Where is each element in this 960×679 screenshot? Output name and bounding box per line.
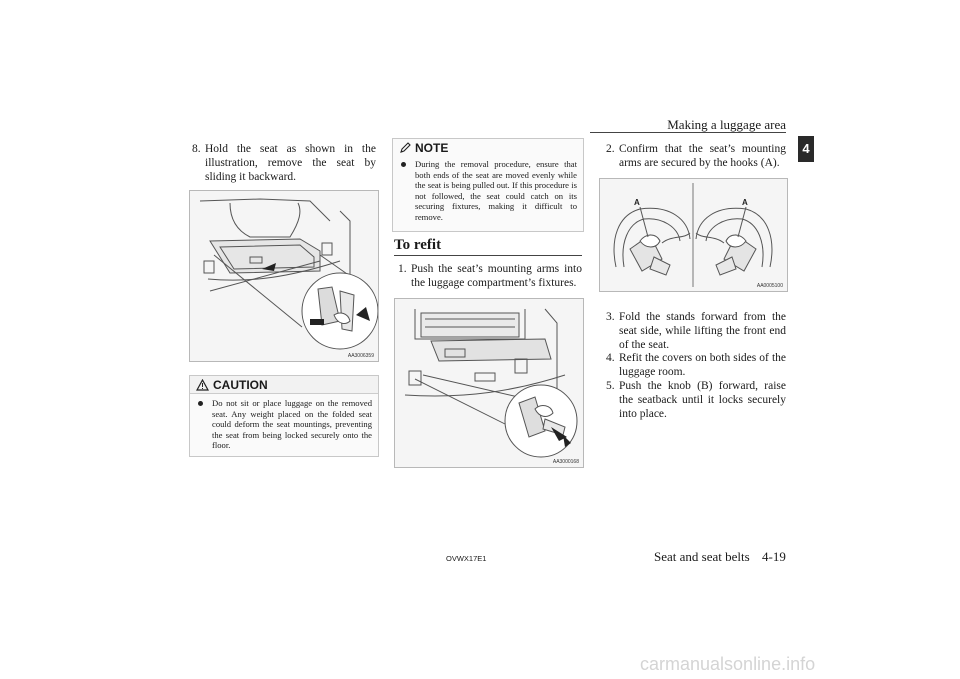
bullet-icon bbox=[198, 401, 203, 406]
step-3 bbox=[606, 310, 786, 352]
step-number: 1. bbox=[398, 263, 407, 275]
step-text: Push the knob (B) forward, raise the seatback until it locks securely into place. bbox=[619, 380, 786, 420]
caution-box bbox=[189, 375, 379, 457]
chapter-tab: 4 bbox=[798, 136, 814, 162]
step-number: 2. bbox=[606, 143, 615, 155]
section-rule bbox=[394, 255, 582, 256]
bullet-icon bbox=[401, 162, 406, 167]
step-8 bbox=[192, 142, 376, 184]
caution-label: CAUTION bbox=[213, 377, 268, 392]
figure-code: AA0005100 bbox=[756, 283, 783, 289]
header-rule bbox=[590, 132, 786, 133]
step-2 bbox=[606, 142, 786, 170]
step-text: Refit the covers on both sides of the luggage room. bbox=[619, 352, 786, 378]
note-header bbox=[393, 139, 583, 157]
hook-a-label-left: A bbox=[634, 198, 640, 207]
note-label: NOTE bbox=[415, 141, 449, 155]
step-text: Confirm that the seat’s mounting arms are secured by the hooks (A). bbox=[619, 143, 786, 169]
footer-section-name: Seat and seat belts bbox=[654, 549, 750, 564]
step-text: Hold the seat as shown in the illustration, remove the seat by sliding it backward. bbox=[205, 143, 376, 183]
step-text: Fold the stands forward from the seat side, while lifting the front end of the seat. bbox=[619, 311, 786, 351]
figure-code: AA3006359 bbox=[347, 353, 374, 359]
hooks-drawing bbox=[600, 179, 787, 291]
warning-triangle-icon bbox=[196, 379, 209, 391]
figure-code: AA3000168 bbox=[552, 459, 579, 465]
caution-header bbox=[190, 376, 378, 394]
step-number: 4. bbox=[606, 352, 615, 364]
step-number: 5. bbox=[606, 380, 615, 392]
document-code: OVWX17E1 bbox=[446, 554, 487, 563]
note-box bbox=[392, 138, 584, 232]
page-number: 4-19 bbox=[762, 549, 786, 564]
step-number: 8. bbox=[192, 143, 201, 155]
section-title: To refit bbox=[394, 237, 442, 253]
note-pencil-icon bbox=[399, 142, 411, 154]
step-number: 3. bbox=[606, 311, 615, 323]
caution-item bbox=[190, 394, 378, 455]
seat-refit-drawing bbox=[395, 299, 583, 467]
step-4 bbox=[606, 351, 786, 379]
step-5 bbox=[606, 379, 786, 421]
step-1 bbox=[398, 262, 582, 290]
hook-a-label-right: A bbox=[742, 198, 748, 207]
refit-seat-illustration bbox=[394, 298, 584, 468]
watermark: carmanualsonline.info bbox=[640, 654, 816, 674]
note-item bbox=[393, 157, 583, 227]
remove-seat-illustration bbox=[189, 190, 379, 362]
page-header-title: Making a luggage area bbox=[667, 117, 786, 132]
caution-text: Do not sit or place luggage on the removed seat. Any weight placed on the folded seat could deform the seat mountings, preventing the seat from being locked securely onto the floor. bbox=[212, 398, 372, 451]
seat-removal-drawing bbox=[190, 191, 378, 361]
hooks-illustration bbox=[599, 178, 788, 292]
note-text: During the removal procedure, ensure that both ends of the seat are moved evenly while the seat is being pulled out. If this procedure is not followed, the seat could catch on its securing fixtures, making it difficult to remove. bbox=[415, 159, 577, 222]
step-text: Push the seat’s mounting arms into the luggage compartment’s fixtures. bbox=[411, 263, 582, 289]
